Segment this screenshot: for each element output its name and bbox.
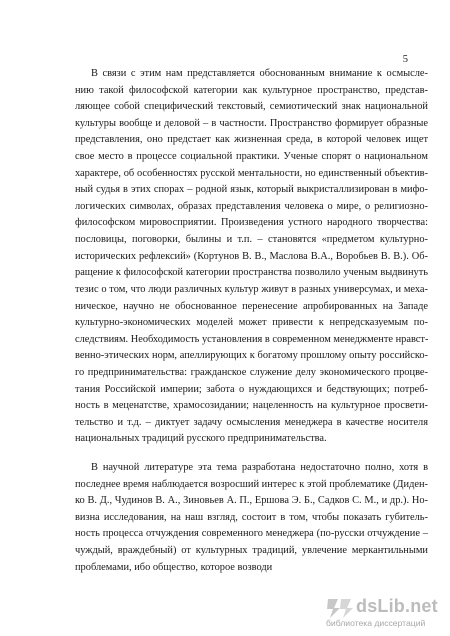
text-line: ническое, научно не обоснованное перенесение апробированных на Западе <box>75 300 428 312</box>
text-line: ляющее собой специфический текстовый, семиотический знак национальной <box>75 101 428 113</box>
body-text <box>75 66 428 576</box>
text-line: тельство и т.д. – диктует задачу осмысления менеджера в качестве носителя <box>75 416 428 428</box>
text-line: логических символах, образах представления человека о мире, о религиозно- <box>75 200 428 212</box>
text-line: ный судья в этих спорах – родной язык, который выкристаллизирован в мифо- <box>75 184 428 196</box>
text-line: культурно-экономических моделей может привести к непредсказуемым по- <box>75 317 428 329</box>
text-line: ность в меценатстве, храмосозидании; нацеленность на культурное просвети- <box>75 400 428 412</box>
text-line: культуры вообще и деловой – в частности. Пространство формирует образные <box>75 117 428 129</box>
text-line: го предпринимательства: гражданское служение делу экономического процве- <box>75 366 428 378</box>
text-line: национальных традиций русского предпринимательства. <box>75 433 327 445</box>
watermark <box>324 594 442 630</box>
text-line: характере, об особенностях русской ментальности, но единственный объектив- <box>75 167 428 179</box>
text-line: исторических рефлексий» (Кортунов В. В., Маслова В.А., Воробьев В. В.). Об- <box>75 250 428 262</box>
text-line: представления, оно предстает как жизненная среда, в которой человек ищет <box>75 134 428 146</box>
text-line: визна исследования, на наш взгляд, состоит в том, чтобы показать губитель- <box>75 511 428 523</box>
text-line: последнее время наблюдается возросший интерес к этой проблематике (Диден- <box>75 478 428 490</box>
dslib-logo-icon <box>324 596 354 620</box>
text-line: ко В. Д., Чудинов В. А., Зиновьев А. П., Ершова Э. Б., Садков С. М., и др.). Но- <box>75 495 428 507</box>
text-line: тезис о том, что люди различных культур живут в разных универсумах, и меха- <box>75 283 428 295</box>
text-line: свое место в процессе социальной практики. Ученые спорят о национальном <box>75 151 428 163</box>
text-line: чуждый, враждебный) от культурных традиций, увлечение меркантильными <box>75 545 428 557</box>
watermark-subtitle: библиотека диссертаций <box>326 618 426 628</box>
watermark-title: dsLib.net <box>356 596 438 616</box>
paragraph-gap <box>75 448 428 460</box>
page-number: 5 <box>402 54 408 65</box>
text-line: нию такой философской категории как культурное пространство, представ- <box>75 84 428 96</box>
text-line: венно-этических норм, апеллирующих к богатому прошлому опыту российско- <box>75 350 428 362</box>
text-line: В связи с этим нам представляется обоснованным внимание к осмысле- <box>91 68 428 79</box>
text-line: ность процесса отчуждения современного менеджера (по-русски отчуждение – <box>75 528 428 540</box>
text-line: тания Российской империи; забота о нуждающихся и бедствующих; потреб- <box>75 383 428 395</box>
text-line: философском мировосприятии. Произведения устного народного творчества: <box>75 217 428 229</box>
text-line: проблемами, ибо общество, которое возводи <box>75 561 273 573</box>
text-line: В научной литературе эта тема разработана недостаточно полно, хотя в <box>91 462 428 474</box>
text-line: ращение к философской категории пространства позволило ученым выдвинуть <box>75 267 428 279</box>
text-line: пословицы, поговорки, былины и т.п. – становятся «предметом культурно- <box>75 234 428 246</box>
text-line: следствиям. Необходимость установления в современном менеджменте нравст- <box>75 333 428 345</box>
